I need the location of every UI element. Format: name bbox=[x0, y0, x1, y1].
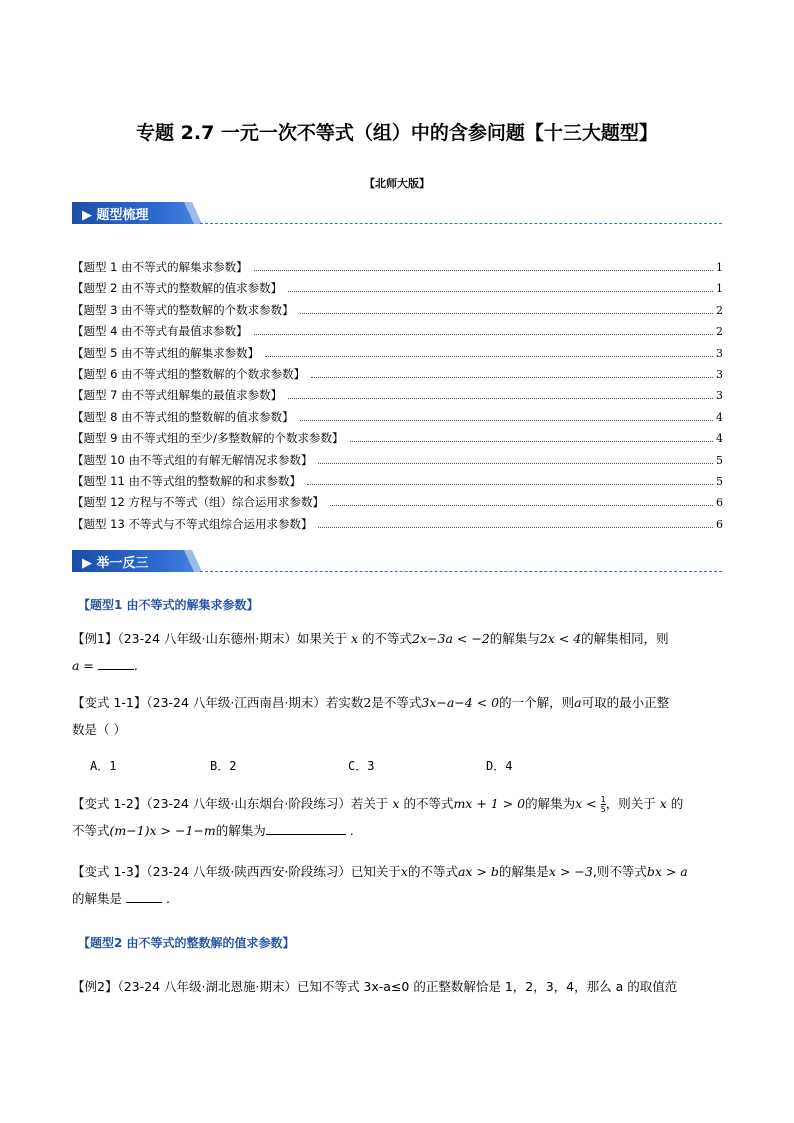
text-segment: 若实数 bbox=[325, 695, 364, 710]
toc-item-label: 【题型 6 由不等式组的整数解的个数求参数】 bbox=[72, 366, 306, 381]
math-expression: (m−1)x > −1−m bbox=[109, 823, 216, 838]
toc-page: 3 bbox=[716, 346, 723, 360]
toc-item-label: 【题型 10 由不等式组的有解无解情况求参数】 bbox=[72, 452, 313, 467]
toc-item-label: 【题型 8 由不等式组的整数解的值求参数】 bbox=[72, 409, 294, 424]
text-segment: 的解集与 bbox=[489, 631, 540, 646]
math-expression: a = bbox=[72, 658, 94, 673]
variant-1-2 bbox=[72, 790, 724, 844]
section-label: ▶ 题型梳理 bbox=[82, 208, 149, 223]
toc-item-9[interactable] bbox=[72, 430, 723, 451]
text-segment: 的不等式 bbox=[362, 631, 413, 646]
variant-tag: 【变式 1-3】 bbox=[72, 864, 147, 879]
text-segment: 的 bbox=[670, 796, 684, 811]
toc-leader bbox=[254, 334, 713, 335]
option-a[interactable]: A．1 bbox=[90, 759, 117, 773]
fraction-numerator: 1 bbox=[600, 795, 606, 804]
topic-heading-1: 【题型1 由不等式的解集求参数】 bbox=[78, 598, 259, 612]
text-segment: 的解集相同，则 bbox=[581, 631, 669, 646]
toc-page: 1 bbox=[716, 261, 723, 274]
source-label: （23-24 八年级·陕西西安·阶段练习） bbox=[146, 864, 351, 879]
toc-item-label: 【题型 4 由不等式有最值求参数】 bbox=[72, 324, 248, 339]
text-segment: 可取的最小正整 bbox=[581, 695, 670, 710]
toc-page: 4 bbox=[716, 432, 723, 446]
toc-item-11[interactable] bbox=[72, 473, 723, 494]
text-segment: ，则关于 bbox=[605, 796, 656, 811]
toc-item-6[interactable] bbox=[72, 366, 723, 387]
toc-leader bbox=[265, 356, 713, 357]
toc-leader bbox=[288, 291, 713, 292]
fraction-denominator: 5 bbox=[600, 805, 606, 814]
math-expression: 3x−a−4 < 0 bbox=[421, 695, 500, 710]
text-segment: 的解集为 bbox=[215, 823, 266, 838]
toc-item-13[interactable] bbox=[72, 516, 723, 537]
toc-leader bbox=[300, 420, 713, 421]
toc-item-label: 【题型 12 方程与不等式（组）综合运用求参数】 bbox=[72, 495, 324, 510]
toc-item-7[interactable] bbox=[72, 387, 723, 408]
math-expression: bx > a bbox=[646, 864, 688, 879]
example-tag: 【例2】 bbox=[72, 979, 118, 994]
section-header-toc bbox=[72, 202, 722, 226]
dashed-divider bbox=[200, 223, 722, 224]
math-expression: 2x < 4 bbox=[539, 631, 582, 646]
text-segment: . bbox=[165, 891, 170, 906]
text-segment: . bbox=[133, 658, 138, 673]
toc-page: 4 bbox=[716, 410, 723, 424]
page-title: 专题 2.7 一元一次不等式（组）中的含参问题【十三大题型】 bbox=[136, 122, 658, 144]
text-segment: 的不等式 bbox=[403, 796, 454, 811]
math-var: x bbox=[659, 796, 667, 811]
text-segment: 数是（ ） bbox=[72, 722, 126, 737]
toc-item-label: 【题型 7 由不等式组解集的最值求参数】 bbox=[72, 388, 283, 403]
dashed-divider bbox=[200, 571, 722, 572]
toc-item-8[interactable] bbox=[72, 409, 723, 430]
answer-blank[interactable] bbox=[98, 655, 134, 670]
toc-item-label: 【题型 13 不等式与不等式组综合运用求参数】 bbox=[72, 516, 313, 531]
toc-leader bbox=[311, 377, 713, 378]
example-1 bbox=[72, 625, 724, 679]
text-segment: . bbox=[349, 823, 354, 838]
variant-1-3 bbox=[72, 858, 724, 912]
toc-item-12[interactable] bbox=[72, 494, 723, 515]
section-header-practice bbox=[72, 550, 722, 574]
variant-1-1 bbox=[72, 689, 724, 743]
math-var: x bbox=[350, 631, 359, 646]
math-expression: mx + 1 > 0 bbox=[453, 796, 526, 811]
text-segment: 的解集是 bbox=[72, 891, 123, 906]
toc-leader bbox=[307, 484, 713, 485]
toc-item-label: 【题型 9 由不等式组的至少/多整数解的个数求参数】 bbox=[72, 431, 344, 446]
option-d[interactable]: D．4 bbox=[486, 759, 513, 773]
toc-page: 1 bbox=[716, 282, 723, 296]
toc-item-4[interactable] bbox=[72, 323, 723, 344]
source-label: （23-24 八年级·山东烟台·阶段练习） bbox=[146, 796, 351, 811]
text-segment: 若关于 bbox=[350, 796, 389, 811]
math-var: a bbox=[574, 695, 582, 710]
text-segment: 已知关于 bbox=[350, 864, 401, 879]
toc-page: 3 bbox=[716, 367, 723, 381]
toc-leader bbox=[288, 398, 713, 399]
text-segment: 的解集为 bbox=[525, 796, 576, 811]
text-segment: 已知不等式 3x-a≤0 的正整数解恰是 1，2，3，4，那么 a 的取值范 bbox=[296, 979, 678, 994]
toc-item-label: 【题型 5 由不等式组的解集求参数】 bbox=[72, 345, 260, 360]
toc-leader bbox=[318, 463, 713, 464]
toc-item-2[interactable] bbox=[72, 280, 723, 301]
text-segment: 的一个解，则 bbox=[499, 695, 575, 710]
answer-blank[interactable] bbox=[126, 888, 162, 903]
math-expression: x > −3 bbox=[548, 864, 593, 879]
text-segment: 如果关于 bbox=[296, 631, 347, 646]
toc-leader bbox=[300, 313, 713, 314]
toc-item-3[interactable] bbox=[72, 302, 723, 323]
toc-page: 2 bbox=[716, 303, 723, 317]
toc-leader bbox=[254, 270, 713, 271]
answer-blank[interactable] bbox=[266, 820, 346, 835]
math-number: 2 bbox=[363, 695, 372, 710]
toc-item-10[interactable] bbox=[72, 452, 723, 473]
toc-page: 6 bbox=[716, 496, 723, 510]
math-expression: ax > b bbox=[457, 864, 499, 879]
toc-item-label: 【题型 11 由不等式组的整数解的和求参数】 bbox=[72, 473, 301, 488]
toc-leader bbox=[330, 505, 713, 506]
example-2 bbox=[72, 973, 724, 1000]
toc-page: 3 bbox=[716, 389, 723, 403]
toc-item-1[interactable] bbox=[72, 259, 723, 280]
example-tag: 【例1】 bbox=[72, 631, 118, 646]
section-label: ▶ 举一反三 bbox=[82, 556, 149, 571]
toc-item-5[interactable] bbox=[72, 345, 723, 366]
source-label: （23-24 八年级·湖北恩施·期末） bbox=[117, 979, 297, 994]
toc-item-label: 【题型 3 由不等式的整数解的个数求参数】 bbox=[72, 302, 294, 317]
toc-page: 2 bbox=[716, 325, 723, 339]
toc-item-label: 【题型 1 由不等式的解集求参数】 bbox=[72, 260, 248, 274]
topic-heading-2: 【题型2 由不等式的整数解的值求参数】 bbox=[78, 936, 295, 950]
toc-page: 5 bbox=[716, 453, 723, 467]
text-segment: ,则不等式 bbox=[592, 864, 647, 879]
option-c[interactable]: C．3 bbox=[348, 759, 375, 773]
math-expression: x < bbox=[575, 796, 597, 811]
text-segment: 的不等式 bbox=[407, 864, 458, 879]
variant-tag: 【变式 1-2】 bbox=[72, 796, 147, 811]
text-segment: 不等式 bbox=[72, 823, 110, 838]
text-segment: 的解集是 bbox=[498, 864, 549, 879]
variant-tag: 【变式 1-1】 bbox=[72, 695, 147, 710]
toc-leader bbox=[350, 441, 714, 442]
toc-page: 5 bbox=[716, 474, 723, 488]
source-label: （23-24 八年级·江西南昌·期末） bbox=[146, 695, 326, 710]
toc-item-label: 【题型 2 由不等式的整数解的值求参数】 bbox=[72, 281, 283, 296]
source-label: （23-24 八年级·山东德州·期末） bbox=[117, 631, 297, 646]
toc-leader bbox=[318, 527, 713, 528]
option-b[interactable]: B．2 bbox=[210, 759, 237, 773]
toc-page: 6 bbox=[716, 517, 723, 531]
text-segment: 是不等式 bbox=[371, 695, 422, 710]
table-of-contents bbox=[72, 259, 723, 537]
edition-label: 【北师大版】 bbox=[364, 177, 430, 190]
math-var: x bbox=[400, 864, 408, 879]
math-expression: 2x−3a < −2 bbox=[412, 631, 490, 646]
math-var: x bbox=[392, 796, 400, 811]
